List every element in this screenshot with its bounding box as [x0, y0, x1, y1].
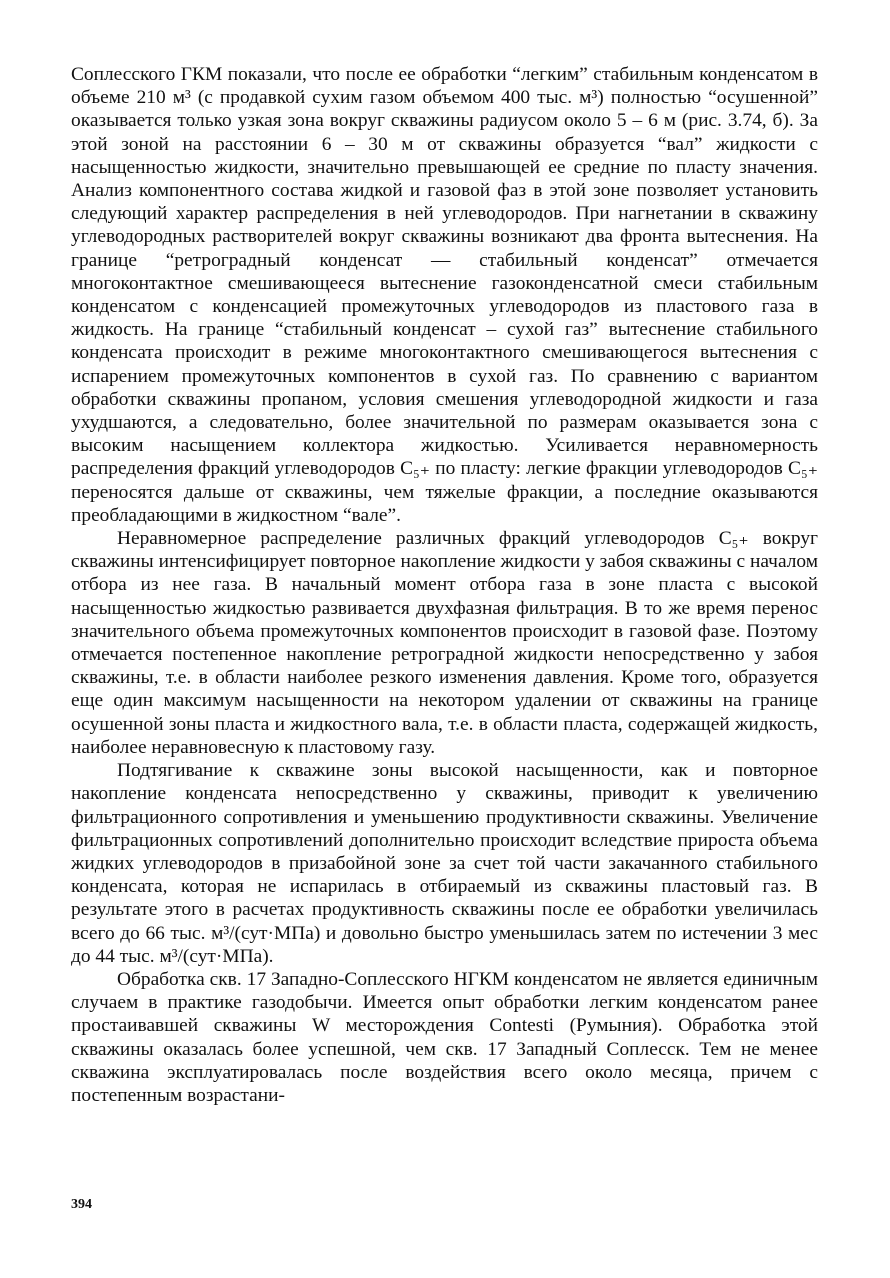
page-number: 394	[71, 1197, 92, 1212]
paragraph-2: Неравномерное распределение различных фракций углеводородов C₅₊ вокруг скважины интенсифицирует повторное накопление жидкости у забоя скважины с началом отбора из нее газа. В начальный момент отбора газа в зоне пласта с высокой насыщенностью жидкостью развивается двухфазная фильтрация. В то же время перенос значительного объема промежуточных компонентов происходит в газовой фазе. Поэтому отмечается постепенное накопление ретроградной жидкости непосредственно у забоя скважины, т.е. в области наиболее резкого изменения давления. Кроме того, образуется еще один максимум насыщенности на некотором удалении от скважины на границе осушенной зоны пласта и жидкостного вала, т.е. в области пласта, содержащей жидкость, наиболее неравновесную к пластовому газу.	[71, 528, 818, 758]
paragraph-3: Подтягивание к скважине зоны высокой насыщенности, как и повторное накопление конденсата непосредственно у скважины, приводит к увеличению фильтрационного сопротивления и уменьшению продуктивности скважины. Увеличение фильтрационных сопротивлений дополнительно происходит вследствие прироста объема жидких углеводородов в призабойной зоне за счет той части закачанного стабильного конденсата, которая не испарилась в отбираемый из скважины пластовый газ. В результате этого в расчетах продуктивность скважины после ее обработки увеличилась всего до 66 тыс. м³/(сут·МПа) и довольно быстро уменьшилась затем по истечении 3 мес до 44 тыс. м³/(сут·МПа).	[71, 760, 818, 967]
paragraph-4: Обработка скв. 17 Западно-Соплесского НГКМ конденсатом не является единичным случаем в практике газодобычи. Имеется опыт обработки легким конденсатом ранее простаивавшей скважины W месторождения Contesti (Румыния). Обработка этой скважины оказалась более успешной, чем скв. 17 Западный Соплесск. Тем не менее скважина эксплуатировалась после воздействия всего около месяца, причем с постепенным возрастани-	[71, 968, 818, 1106]
page-body	[71, 63, 818, 1107]
paragraph-1: Соплесского ГКМ показали, что после ее обработки “легким” стабильным конденсатом в объеме 210 м³ (с продавкой сухим газом объемом 400 тыс. м³) полностью “осушенной” оказывается только узкая зона вокруг скважины радиусом около 5 – 6 м (рис. 3.74, б). За этой зоной на расстоянии 6 – 30 м от скважины образуется “вал” жидкости с насыщенностью жидкости, значительно превышающей ее средние по пласту значения. Анализ компонентного состава жидкой и газовой фаз в этой зоне позволяет установить следующий характер распределения в ней углеводородов. При нагнетании в скважину углеводородных растворителей вокруг скважины возникают два фронта вытеснения. На границе “ретроградный конденсат — стабильный конденсат” отмечается многоконтактное смешивающееся вытеснение газоконденсатной смеси стабильным конденсатом с конденсацией промежуточных углеводородов из пластового газа в жидкость. На границе “стабильный конденсат – сухой газ” вытеснение стабильного конденсата происходит в режиме многоконтактного смешивающегося вытеснения с испарением промежуточных компонентов в сухой газ. По сравнению с вариантом обработки скважины пропаном, условия смешения углеводородной жидкости и газа ухудшаются, а следовательно, более значительной по размерам оказывается зона с высоким насыщением коллектора жидкостью. Усиливается неравномерность распределения фракций углеводородов C₅₊ по пласту: легкие фракции углеводородов C₅₊ переносятся дальше от скважины, чем тяжелые фракции, а последние оказываются преобладающими в жидкостном “вале”.	[71, 64, 818, 526]
